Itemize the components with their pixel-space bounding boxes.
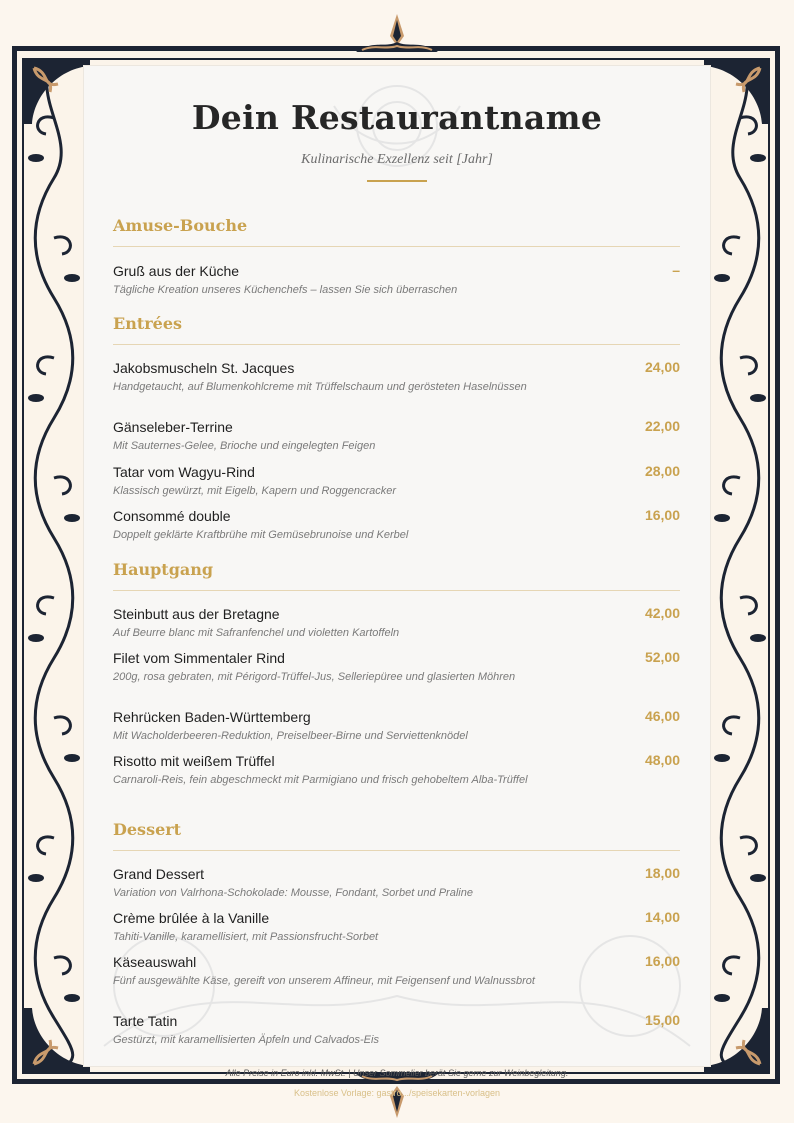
item-price: 42,00 [644, 605, 680, 621]
item-name: Rehrücken Baden-Württemberg [113, 709, 311, 725]
section-divider [113, 246, 680, 247]
item-description: Doppelt geklärte Kraftbrühe mit Gemüsebrunoise und Kerbel [113, 529, 409, 541]
item-description: Carnaroli-Reis, fein abgeschmeckt mit Parmigiano und frisch gehobeltem Alba-Trüffel [113, 774, 528, 786]
footer-note: Alle Preise in Euro inkl. MwSt. | Unser Sommelier berät Sie gerne zur Weinbegleitung. [225, 1068, 569, 1078]
item-price: 16,00 [644, 953, 680, 969]
menu-item [113, 1012, 680, 1048]
menu-item [113, 262, 680, 298]
left-ornament-band [24, 58, 84, 1074]
top-crest-icon [352, 12, 442, 56]
section-title-entrees: Entrées [113, 314, 183, 333]
item-name: Crème brûlée à la Vanille [113, 910, 270, 926]
item-price: – [672, 262, 680, 278]
item-price: 18,00 [644, 865, 680, 881]
item-description: Gestürzt, mit karamellisierten Äpfeln und Calvados-Eis [113, 1034, 379, 1046]
item-price: 22,00 [644, 418, 680, 434]
item-name: Tatar vom Wagyu-Rind [113, 464, 255, 480]
item-description: Auf Beurre blanc mit Safranfenchel und violetten Kartoffeln [113, 627, 400, 639]
item-name: Jakobsmuscheln St. Jacques [113, 360, 295, 376]
menu-item [113, 752, 680, 788]
item-price: 48,00 [644, 752, 680, 768]
item-description: Mit Sauternes-Gelee, Brioche und eingelegten Feigen [113, 440, 376, 452]
section-title-hauptgang: Hauptgang [113, 560, 214, 579]
item-name: Käseauswahl [113, 954, 197, 970]
corner-ornament-icon [700, 1004, 774, 1078]
item-description: Fünf ausgewählte Käse, gereift von unserem Affineur, mit Feigensenf und Walnussbrot [113, 975, 535, 987]
menu-item [113, 909, 680, 945]
item-name: Grand Dessert [113, 866, 205, 882]
corner-ornament-icon [20, 1004, 94, 1078]
item-name: Filet vom Simmentaler Rind [113, 650, 285, 666]
item-price: 52,00 [644, 649, 680, 665]
item-price: 24,00 [644, 359, 680, 375]
menu-item [113, 649, 680, 685]
right-ornament-band [710, 58, 770, 1074]
item-description: Klassisch gewürzt, mit Eigelb, Kapern und Roggencracker [113, 485, 397, 497]
item-name: Tarte Tatin [113, 1013, 178, 1029]
item-name: Consommé double [113, 508, 231, 524]
menu-item [113, 359, 680, 395]
tagline: Kulinarische Exzellenz seit [Jahr] [301, 152, 493, 167]
menu-item [113, 708, 680, 744]
item-name: Risotto mit weißem Trüffel [113, 753, 275, 769]
item-description: 200g, rosa gebraten, mit Périgord-Trüffel-Jus, Selleriepüree und glasierten Möhren [113, 671, 516, 683]
section-title-amuse-bouche: Amuse-Bouche [113, 216, 248, 235]
item-price: 15,00 [644, 1012, 680, 1028]
menu-item [113, 953, 680, 989]
footer-credit-link[interactable]: Kostenlose Vorlage: gastro.../speisekarten-vorlagen [293, 1088, 501, 1098]
menu-item [113, 605, 680, 641]
title-divider [367, 180, 427, 182]
item-price: 46,00 [644, 708, 680, 724]
section-title-dessert: Dessert [113, 820, 182, 839]
section-divider [113, 850, 680, 851]
section-divider [113, 344, 680, 345]
item-price: 16,00 [644, 507, 680, 523]
item-price: 28,00 [644, 463, 680, 479]
item-description: Mit Wacholderbeeren-Reduktion, Preiselbeer-Birne und Serviettenknödel [113, 730, 468, 742]
section-divider [113, 590, 680, 591]
menu-item [113, 507, 680, 543]
menu-item [113, 418, 680, 454]
menu-item [113, 865, 680, 901]
item-description: Handgetaucht, auf Blumenkohlcreme mit Trüffelschaum und gerösteten Haselnüssen [113, 381, 527, 393]
item-price: 14,00 [644, 909, 680, 925]
item-description: Variation von Valrhona-Schokolade: Mousse, Fondant, Sorbet und Praline [113, 887, 473, 899]
restaurant-name: Dein Restaurantname [191, 98, 603, 137]
item-description: Tägliche Kreation unseres Küchenchefs – lassen Sie sich überraschen [113, 284, 458, 296]
item-description: Tahiti-Vanille, karamellisiert, mit Passionsfrucht-Sorbet [113, 931, 379, 943]
item-name: Gänseleber-Terrine [113, 419, 233, 435]
item-name: Steinbutt aus der Bretagne [113, 606, 280, 622]
item-name: Gruß aus der Küche [113, 263, 240, 279]
menu-item [113, 463, 680, 499]
